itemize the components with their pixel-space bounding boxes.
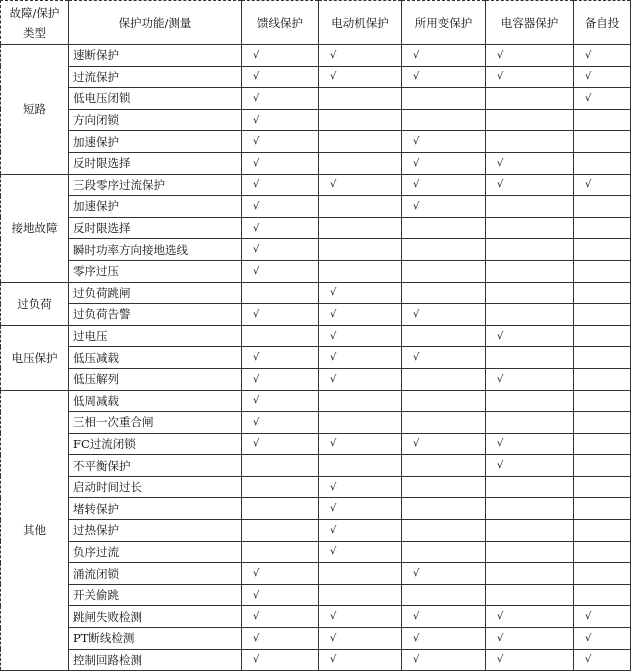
empty-cell <box>574 584 631 606</box>
table-row <box>1 628 631 650</box>
empty-cell <box>242 541 319 563</box>
check-mark-cell: √ <box>574 66 631 88</box>
check-mark-cell: √ <box>242 217 319 239</box>
header-row <box>1 1 631 45</box>
empty-cell <box>486 109 574 131</box>
empty-cell <box>574 282 631 304</box>
function-cell: 零序过压 <box>69 260 242 282</box>
table-row <box>1 520 631 542</box>
header-station-transformer-protection: 所用变保护 <box>402 1 486 45</box>
function-cell: FC过流闭锁 <box>69 433 242 455</box>
empty-cell <box>242 282 319 304</box>
empty-cell <box>574 152 631 174</box>
table-row <box>1 66 631 88</box>
table-row <box>1 239 631 261</box>
empty-cell <box>486 584 574 606</box>
empty-cell <box>574 541 631 563</box>
check-mark-cell: √ <box>402 174 486 196</box>
check-mark-cell: √ <box>319 498 402 520</box>
empty-cell <box>574 239 631 261</box>
check-mark-cell: √ <box>319 368 402 390</box>
header-function: 保护功能/测量 <box>69 1 242 45</box>
check-mark-cell: √ <box>402 433 486 455</box>
empty-cell <box>486 520 574 542</box>
table-row <box>1 584 631 606</box>
empty-cell <box>402 455 486 477</box>
empty-cell <box>486 541 574 563</box>
function-cell: 低压减载 <box>69 347 242 369</box>
table-row <box>1 109 631 131</box>
check-mark-cell: √ <box>402 606 486 628</box>
table-row <box>1 606 631 628</box>
check-mark-cell: √ <box>486 649 574 671</box>
function-cell: 过电压 <box>69 325 242 347</box>
empty-cell <box>574 368 631 390</box>
empty-cell <box>402 282 486 304</box>
empty-cell <box>242 476 319 498</box>
table-row <box>1 563 631 585</box>
function-cell: 三段零序过流保护 <box>69 174 242 196</box>
empty-cell <box>574 520 631 542</box>
function-cell: 低周减载 <box>69 390 242 412</box>
check-mark-cell: √ <box>486 152 574 174</box>
function-cell: 负序过流 <box>69 541 242 563</box>
empty-cell <box>574 347 631 369</box>
check-mark-cell: √ <box>319 433 402 455</box>
empty-cell <box>319 584 402 606</box>
function-cell: 涌流闭锁 <box>69 563 242 585</box>
empty-cell <box>242 498 319 520</box>
table-row <box>1 304 631 326</box>
function-cell: 速断保护 <box>69 45 242 67</box>
table-row <box>1 131 631 153</box>
table-row <box>1 260 631 282</box>
empty-cell <box>574 109 631 131</box>
empty-cell <box>319 390 402 412</box>
header-feeder-protection: 馈线保护 <box>242 1 319 45</box>
empty-cell <box>574 304 631 326</box>
empty-cell <box>486 412 574 434</box>
check-mark-cell: √ <box>486 433 574 455</box>
empty-cell <box>486 260 574 282</box>
check-mark-cell: √ <box>486 628 574 650</box>
function-cell: 过热保护 <box>69 520 242 542</box>
fault-type-cell: 电压保护 <box>1 325 69 390</box>
function-cell: 启动时间过长 <box>69 476 242 498</box>
function-cell: 瞬时功率方向接地选线 <box>69 239 242 261</box>
function-cell: 低压解列 <box>69 368 242 390</box>
empty-cell <box>574 390 631 412</box>
header-fault-type <box>1 1 69 45</box>
table-row <box>1 282 631 304</box>
empty-cell <box>574 455 631 477</box>
check-mark-cell: √ <box>402 152 486 174</box>
check-mark-cell: √ <box>242 66 319 88</box>
function-cell: 开关偷跳 <box>69 584 242 606</box>
check-mark-cell: √ <box>319 174 402 196</box>
header-fault-type-line2: 类型 <box>23 25 46 40</box>
check-mark-cell: √ <box>242 649 319 671</box>
empty-cell <box>402 584 486 606</box>
check-mark-cell: √ <box>319 520 402 542</box>
empty-cell <box>574 131 631 153</box>
check-mark-cell: √ <box>242 347 319 369</box>
empty-cell <box>319 196 402 218</box>
empty-cell <box>574 260 631 282</box>
function-cell: 三相一次重合闸 <box>69 412 242 434</box>
table-row <box>1 433 631 455</box>
check-mark-cell: √ <box>574 649 631 671</box>
function-cell: PT断线检测 <box>69 628 242 650</box>
check-mark-cell: √ <box>242 606 319 628</box>
empty-cell <box>319 455 402 477</box>
empty-cell <box>574 498 631 520</box>
empty-cell <box>402 88 486 110</box>
table-row <box>1 498 631 520</box>
check-mark-cell: √ <box>574 606 631 628</box>
check-mark-cell: √ <box>319 347 402 369</box>
empty-cell <box>402 520 486 542</box>
function-cell: 方向闭锁 <box>69 109 242 131</box>
check-mark-cell: √ <box>242 88 319 110</box>
empty-cell <box>486 217 574 239</box>
empty-cell <box>319 217 402 239</box>
check-mark-cell: √ <box>319 628 402 650</box>
table-row <box>1 455 631 477</box>
table-row <box>1 325 631 347</box>
empty-cell <box>574 217 631 239</box>
check-mark-cell: √ <box>242 152 319 174</box>
empty-cell <box>486 196 574 218</box>
fault-type-cell: 其他 <box>1 390 69 671</box>
header-fault-type-line1: 故障/保护 <box>9 5 60 20</box>
check-mark-cell: √ <box>402 196 486 218</box>
table-body <box>1 45 631 671</box>
header-auto-transfer: 备自投 <box>574 1 631 45</box>
empty-cell <box>402 368 486 390</box>
check-mark-cell: √ <box>242 412 319 434</box>
check-mark-cell: √ <box>402 628 486 650</box>
check-mark-cell: √ <box>402 66 486 88</box>
table-row <box>1 347 631 369</box>
table-row <box>1 390 631 412</box>
table-row <box>1 649 631 671</box>
check-mark-cell: √ <box>486 606 574 628</box>
fault-type-cell: 短路 <box>1 45 69 175</box>
table-row <box>1 196 631 218</box>
empty-cell <box>242 455 319 477</box>
check-mark-cell: √ <box>319 606 402 628</box>
empty-cell <box>402 239 486 261</box>
check-mark-cell: √ <box>402 131 486 153</box>
empty-cell <box>574 433 631 455</box>
empty-cell <box>402 325 486 347</box>
check-mark-cell: √ <box>242 131 319 153</box>
check-mark-cell: √ <box>242 628 319 650</box>
empty-cell <box>574 412 631 434</box>
check-mark-cell: √ <box>242 45 319 67</box>
check-mark-cell: √ <box>242 563 319 585</box>
function-cell: 反时限选择 <box>69 152 242 174</box>
table-row <box>1 174 631 196</box>
check-mark-cell: √ <box>402 304 486 326</box>
check-mark-cell: √ <box>242 239 319 261</box>
check-mark-cell: √ <box>402 45 486 67</box>
table-row <box>1 412 631 434</box>
check-mark-cell: √ <box>319 476 402 498</box>
function-cell: 加速保护 <box>69 131 242 153</box>
empty-cell <box>486 476 574 498</box>
check-mark-cell: √ <box>242 196 319 218</box>
check-mark-cell: √ <box>319 66 402 88</box>
check-mark-cell: √ <box>242 390 319 412</box>
check-mark-cell: √ <box>242 109 319 131</box>
check-mark-cell: √ <box>319 45 402 67</box>
empty-cell <box>319 131 402 153</box>
empty-cell <box>319 563 402 585</box>
check-mark-cell: √ <box>486 45 574 67</box>
empty-cell <box>486 390 574 412</box>
empty-cell <box>486 239 574 261</box>
check-mark-cell: √ <box>242 174 319 196</box>
check-mark-cell: √ <box>242 584 319 606</box>
header-capacitor-protection: 电容器保护 <box>486 1 574 45</box>
empty-cell <box>242 325 319 347</box>
check-mark-cell: √ <box>319 304 402 326</box>
empty-cell <box>402 476 486 498</box>
check-mark-cell: √ <box>486 455 574 477</box>
empty-cell <box>402 498 486 520</box>
empty-cell <box>402 260 486 282</box>
empty-cell <box>486 563 574 585</box>
empty-cell <box>486 88 574 110</box>
function-cell: 加速保护 <box>69 196 242 218</box>
empty-cell <box>319 260 402 282</box>
function-cell: 过负荷跳闸 <box>69 282 242 304</box>
empty-cell <box>402 390 486 412</box>
empty-cell <box>574 563 631 585</box>
empty-cell <box>319 88 402 110</box>
table-row <box>1 152 631 174</box>
table-row <box>1 217 631 239</box>
check-mark-cell: √ <box>242 304 319 326</box>
empty-cell <box>486 131 574 153</box>
fault-type-cell: 过负荷 <box>1 282 69 325</box>
check-mark-cell: √ <box>242 368 319 390</box>
check-mark-cell: √ <box>574 45 631 67</box>
empty-cell <box>574 476 631 498</box>
empty-cell <box>574 325 631 347</box>
empty-cell <box>486 282 574 304</box>
check-mark-cell: √ <box>574 628 631 650</box>
function-cell: 控制回路检测 <box>69 649 242 671</box>
empty-cell <box>402 541 486 563</box>
table-row <box>1 88 631 110</box>
check-mark-cell: √ <box>319 541 402 563</box>
empty-cell <box>319 412 402 434</box>
check-mark-cell: √ <box>402 563 486 585</box>
function-cell: 反时限选择 <box>69 217 242 239</box>
check-mark-cell: √ <box>486 368 574 390</box>
table-row <box>1 541 631 563</box>
empty-cell <box>402 109 486 131</box>
function-cell: 过流保护 <box>69 66 242 88</box>
empty-cell <box>319 239 402 261</box>
function-cell: 堵转保护 <box>69 498 242 520</box>
function-cell: 过负荷告警 <box>69 304 242 326</box>
check-mark-cell: √ <box>486 66 574 88</box>
empty-cell <box>402 217 486 239</box>
table-row <box>1 45 631 67</box>
fault-type-cell: 接地故障 <box>1 174 69 282</box>
function-cell: 不平衡保护 <box>69 455 242 477</box>
empty-cell <box>486 347 574 369</box>
function-cell: 跳闸失败检测 <box>69 606 242 628</box>
check-mark-cell: √ <box>402 347 486 369</box>
empty-cell <box>486 498 574 520</box>
empty-cell <box>319 109 402 131</box>
empty-cell <box>574 196 631 218</box>
check-mark-cell: √ <box>242 433 319 455</box>
function-cell: 低电压闭锁 <box>69 88 242 110</box>
check-mark-cell: √ <box>319 649 402 671</box>
table-row <box>1 368 631 390</box>
check-mark-cell: √ <box>319 325 402 347</box>
check-mark-cell: √ <box>402 649 486 671</box>
empty-cell <box>486 304 574 326</box>
check-mark-cell: √ <box>486 325 574 347</box>
table-row <box>1 476 631 498</box>
empty-cell <box>402 412 486 434</box>
header-motor-protection: 电动机保护 <box>319 1 402 45</box>
empty-cell <box>242 520 319 542</box>
check-mark-cell: √ <box>242 260 319 282</box>
check-mark-cell: √ <box>574 174 631 196</box>
check-mark-cell: √ <box>319 282 402 304</box>
empty-cell <box>319 152 402 174</box>
check-mark-cell: √ <box>574 88 631 110</box>
check-mark-cell: √ <box>486 174 574 196</box>
